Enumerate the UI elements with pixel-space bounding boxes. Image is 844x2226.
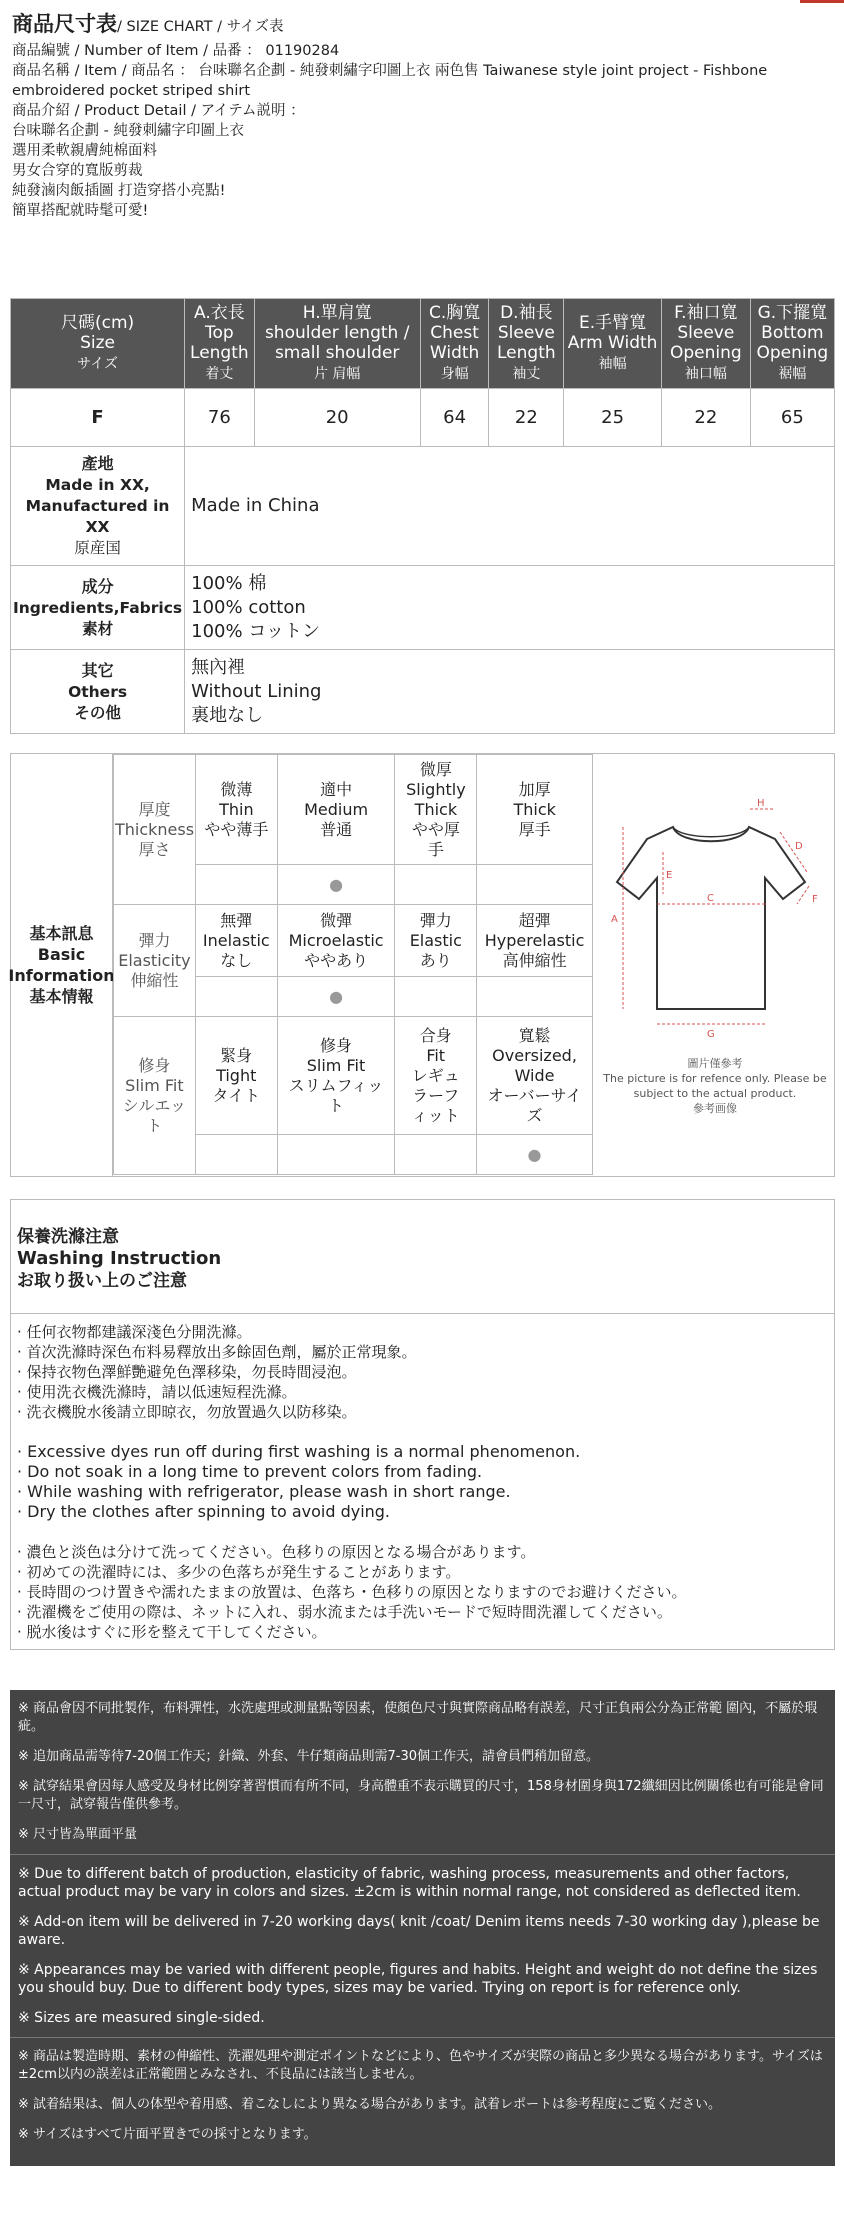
label-e: E: [666, 870, 673, 881]
elasticity-option-inelastic: 無彈 Inelastic なし: [195, 905, 277, 977]
header-size: 尺碼(cm) Size サイズ: [11, 299, 185, 389]
thickness-option-thin: 微薄 Thin やや薄手: [195, 755, 277, 865]
label-d: D: [795, 841, 803, 852]
fit-option-oversized: 寬鬆 Oversized, Wide オーバーサイ ズ: [477, 1017, 593, 1135]
ingredients-label: 成分 Ingredients,Fabrics 素材: [11, 566, 185, 650]
header-top-length: A.衣長 Top Length 着丈: [185, 299, 254, 389]
diagram-caption: 圖片僅參考 The picture is for refence only. Please be subject to the actual product. 參考画像: [603, 1057, 827, 1115]
origin-label: 產地 Made in XX, Manufactured in XX 原産国: [11, 447, 185, 566]
elasticity-table: [113, 904, 593, 1017]
top-accent-bar: [800, 0, 844, 3]
others-label: 其它 Others その他: [11, 650, 185, 734]
label-a: A: [611, 914, 618, 925]
fit-label: 修身 Slim Fit シルエッ ト: [114, 1017, 196, 1175]
elasticity-selected-dot: ●: [277, 977, 395, 1017]
origin-row: [11, 447, 835, 566]
size-cell: 64: [420, 389, 489, 447]
wash-zh: · 任何衣物都建議深淺色分開洗滌。 · 首次洗滌時深色布料易釋放出多餘固色劑，屬於正常現象。 · 保持衣物色澤鮮艷避免色澤移染，勿長時間浸泡。 · 使用洗衣機洗滌時，請以低速短程洗滌。 · 洗衣機脫水後請立即晾衣，勿放置過久以防移染。: [17, 1323, 417, 1421]
size-cell: F: [11, 389, 185, 447]
wash-en: · Excessive dyes run off during first washing is a normal phenomenon. · Do not soak in a long time to prevent colors from fading. · While washing with refrigerator, please wash in short range. · Dry the clothes after spinning to avoid dying.: [17, 1442, 581, 1521]
size-cell: 22: [661, 389, 750, 447]
washing-instructions: [10, 1314, 835, 1650]
header-bottom-opening: G.下擺寬 Bottom Opening 裾幅: [750, 299, 834, 389]
tshirt-outline: [617, 827, 805, 1009]
wash-jp: · 濃色と淡色は分けて洗ってください。色移りの原因となる場合があります。 · 初めての洗濯時には、多少の色落ちが発生することがあります。 · 長時間のつけ置きや濡れたままの放置は、色落ち・色移りの原因となりますのでお避けください。 · 洗濯機をご使用の際は、ネットに入れ、弱水流または手洗いモードで短時間洗濯してください。 · 脱水後はすぐに形を整えて干してください。: [17, 1543, 687, 1641]
size-cell: 65: [750, 389, 834, 447]
size-cell: 20: [254, 389, 420, 447]
notes-panel: [10, 1690, 835, 2166]
label-h: H: [757, 798, 765, 809]
label-g: G: [707, 1029, 715, 1040]
others-row: [11, 650, 835, 734]
header-sleeve-length: D.袖長 Sleeve Length 袖丈: [489, 299, 564, 389]
fit-selected-dot: ●: [477, 1135, 593, 1175]
fit-dot-slot: [395, 1135, 477, 1175]
thickness-option-medium: 適中 Medium 普通: [277, 755, 395, 865]
others-value: 無內裡 Without Lining 裏地なし: [185, 650, 835, 734]
detail-line: 選用柔軟親膚純棉面料: [12, 143, 157, 159]
size-cell: 25: [564, 389, 662, 447]
label-c: C: [707, 893, 714, 904]
measurement-diagram: [595, 754, 835, 1176]
size-cell: 76: [185, 389, 254, 447]
size-table: [10, 298, 835, 734]
header-arm-width: E.手臂寬 Arm Width 袖幅: [564, 299, 662, 389]
thickness-option-thick: 加厚 Thick 厚手: [477, 755, 593, 865]
basic-info-panel: [10, 753, 835, 1177]
origin-value: Made in China: [185, 447, 835, 566]
thickness-dot-slot: [195, 865, 277, 905]
product-header: [12, 14, 837, 221]
page-title-sub: / SIZE CHART / サイズ表: [117, 19, 284, 35]
elasticity-option-microelastic: 微彈 Microelastic ややあり: [277, 905, 395, 977]
size-table-header-row: [11, 299, 835, 389]
detail-line: 純發滷肉飯插圖 打造穿搭小亮點!: [12, 183, 226, 199]
washing-header: 保養洗滌注意 Washing Instruction お取り扱い上のご注意: [10, 1199, 835, 1314]
basic-info-label: 基本訊息 Basic Information 基本情報: [11, 754, 113, 1176]
header-shoulder: H.單肩寬 shoulder length / small shoulder 片 肩幅: [254, 299, 420, 389]
elasticity-dot-slot: [195, 977, 277, 1017]
size-cell: 22: [489, 389, 564, 447]
thickness-dot-slot: [477, 865, 593, 905]
ingredients-value: 100% 棉 100% cotton 100% コットン: [185, 566, 835, 650]
ingredients-row: [11, 566, 835, 650]
size-row: [11, 389, 835, 447]
thickness-dot-slot: [395, 865, 477, 905]
fit-option-slim: 修身 Slim Fit スリムフィッ ト: [277, 1017, 395, 1135]
fit-dot-slot: [277, 1135, 395, 1175]
detail-line: 男女合穿的寬版剪裁: [12, 163, 143, 179]
header-chest: C.胸寬 Chest Width 身幅: [420, 299, 489, 389]
elasticity-dot-slot: [395, 977, 477, 1017]
elasticity-dot-slot: [477, 977, 593, 1017]
fit-dot-slot: [195, 1135, 277, 1175]
thickness-selected-dot: ●: [277, 865, 395, 905]
fit-option-fit: 合身 Fit レギュ ラーフ ィット: [395, 1017, 477, 1135]
fit-option-tight: 緊身 Tight タイト: [195, 1017, 277, 1135]
thickness-option-slightly-thick: 微厚 Slightly Thick やや厚 手: [395, 755, 477, 865]
detail-line: 簡單搭配就時髦可愛!: [12, 203, 149, 219]
notes-en: ※ Due to different batch of production, elasticity of fabric, washing process, measurements and other factors, actual product may be vary in colors and sizes. ±2cm is within normal range, not considered as deflected item. ※ Add-on item will be delivered in 7-20 working days( knit /coat/ Denim items needs 7-30 working day ),please be aware. ※ Appearances may be varied with different people, figures and habits. Height and weight do not define the sizes you should buy. Due to different body types, sizes may be varied. Trying on report is for reference only. ※ Sizes are measured single-sided.: [10, 1855, 835, 2038]
thickness-label: 厚度 Thickness 厚さ: [114, 755, 196, 905]
item-number: 商品編號 / Number of Item / 品番 ： 01190284: [12, 43, 340, 59]
fit-table: [113, 1016, 593, 1175]
thickness-table: [113, 754, 593, 905]
tshirt-diagram: [595, 754, 835, 1054]
elasticity-option-elastic: 彈力 Elastic あり: [395, 905, 477, 977]
elasticity-label: 彈力 Elasticity 伸縮性: [114, 905, 196, 1017]
item-name: 商品名稱 / Item / 商品名 ： 台味聯名企劃 - 純發刺繡字印圖上衣 兩色售 Taiwanese style joint project - Fishbone embroidered pocket striped shirt: [12, 63, 768, 99]
header-sleeve-opening: F.袖口寬 Sleeve Opening 袖口幅: [661, 299, 750, 389]
elasticity-option-hyperelastic: 超彈 Hyperelastic 高伸縮性: [477, 905, 593, 977]
notes-zh: ※ 商品會因不同批製作，布料彈性，水洗處理或測量點等因素，使顏色尺寸與實際商品略有誤差，尺寸正負兩公分為正常範 圍內，不屬於瑕疵。 ※ 追加商品需等待7-20個工作天；針織、外套、牛仔類商品則需7-30個工作天，請會員們稍加留意。 ※ 試穿結果會因每人感受及身材比例穿著習慣而有所不同，身高體重不表示購買的尺寸，158身材圍身與172纖細因比例關係也有可能是會同一尺寸，試穿報告僅供參考。 ※ 尺寸皆為單面平量: [10, 1690, 835, 1855]
detail-line: 台味聯名企劃 - 純發刺繡字印圖上衣: [12, 123, 244, 139]
detail-label: 商品介紹 / Product Detail / アイテム説明 ：: [12, 103, 305, 119]
label-f: F: [812, 894, 818, 905]
page-title: 商品尺寸表: [12, 12, 117, 36]
notes-jp: ※ 商品は製造時期、素材の伸縮性、洗濯処理や測定ポイントなどにより、色やサイズが実際の商品と多少異なる場合があります。サイズは±2cm以内の誤差は正常範囲とみなされ、不良品には該当しません。 ※ 試着結果は、個人の体型や着用感、着こなしにより異なる場合があります。試着レポートは参考程度にご覧ください。 ※ サイズはすべて片面平置きでの採寸となります。: [18, 2049, 823, 2142]
